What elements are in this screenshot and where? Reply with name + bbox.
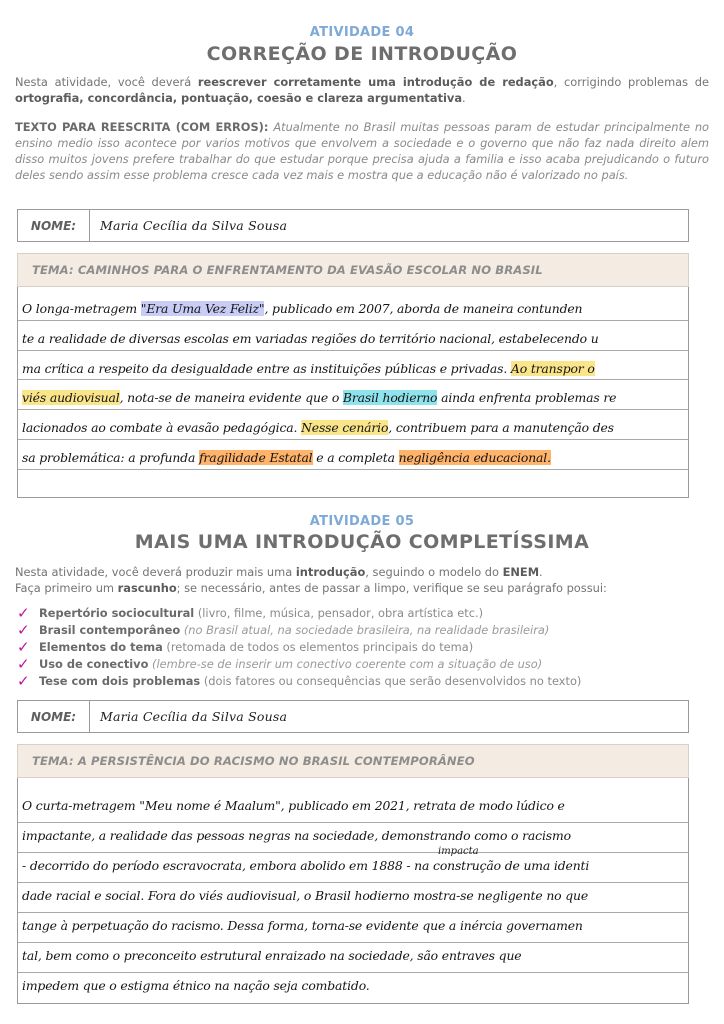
checklist-item: ✓ Brasil contemporâneo (no Brasil atual, na sociedade brasileira, na realidade brasileira)	[17, 621, 550, 639]
ruled-line	[18, 972, 688, 973]
activity-4-instructions: Nesta atividade, você deverá reescrever corretamente uma introdução de redação, corrigindo problemas de ortografia, concordância, pontuação, coesão e clareza argumentativa.	[15, 75, 709, 105]
check-icon: ✓	[17, 672, 30, 690]
highlight-thesis: negligência educacional.	[398, 450, 551, 465]
highlight-connective: viés audiovisual	[22, 390, 120, 405]
handwritten-line: dade racial e social. Fora do viés audiovisual, o Brasil hodierno mostra-se negligente no que	[22, 888, 589, 903]
handwritten-line: impedem que o estigma étnico na nação seja combatido.	[22, 978, 370, 993]
handwritten-line: viés audiovisual, nota-se de maneira evidente que o Brasil hodierno ainda enfrenta problemas re	[22, 390, 617, 405]
check-icon: ✓	[17, 604, 30, 622]
activity-4-title: CORREÇÃO DE INTRODUÇÃO	[206, 43, 518, 65]
activity-4-label: ATIVIDADE 04	[309, 25, 415, 40]
handwritten-line: lacionados ao combate à evasão pedagógica. Nesse cenário, contribuem para a manutenção des	[22, 420, 614, 435]
handwritten-line: impactante, a realidade das pessoas negras na sociedade, demonstrando como o racismo	[22, 828, 571, 843]
handwritten-line: tange à perpetuação do racismo. Dessa forma, torna-se evidente que a inércia governamen	[22, 918, 583, 933]
activity-5-title: MAIS UMA INTRODUÇÃO COMPLETÍSSIMA	[134, 531, 590, 553]
activity-5-instructions: Nesta atividade, você deverá produzir mais uma introdução, seguindo o modelo do ENEM. Faça primeiro um rascunho; se necessário, antes de passar a limpo, verifique se seu parágrafo possui:	[15, 565, 607, 595]
ruled-line	[18, 409, 688, 410]
rewrite-text	[15, 119, 709, 183]
ruled-line	[18, 469, 688, 470]
writing-area-1[interactable]	[17, 287, 689, 498]
rewrite-label: TEXTO PARA REESCRITA (COM ERROS):	[15, 120, 269, 134]
handwritten-line: te a realidade de diversas escolas em variadas regiões do território nacional, estabelecendo u	[22, 331, 599, 346]
checklist-item: ✓ Uso de conectivo (lembre-se de inserir um conectivo coerente com a situação de uso)	[17, 655, 543, 673]
handwritten-line: sa problemática: a profunda fragilidade Estatal e a completa negligência educacional.	[22, 450, 551, 465]
insertion-note: impacta	[438, 846, 479, 857]
check-icon: ✓	[17, 621, 30, 639]
checklist-item: ✓ Tese com dois problemas (dois fatores ou consequências que serão desenvolvidos no texto)	[17, 672, 582, 690]
theme-banner-1: TEMA: CAMINHOS PARA O ENFRENTAMENTO DA EVASÃO ESCOLAR NO BRASIL	[17, 253, 689, 287]
name-label: NOME:	[18, 701, 90, 732]
highlight-repertoire: "Era Uma Vez Feliz"	[140, 301, 265, 316]
ruled-line	[18, 350, 688, 351]
name-label: NOME:	[18, 210, 90, 241]
highlight-connective: Ao transpor o	[510, 361, 595, 376]
ruled-line	[18, 912, 688, 913]
name-value[interactable]: Maria Cecília da Silva Sousa	[100, 218, 288, 233]
ruled-line	[18, 822, 688, 823]
checklist-item: ✓ Elementos do tema (retomada de todos os elementos principais do tema)	[17, 638, 474, 656]
rewrite-body: Atualmente no Brasil muitas pessoas param de estudar principalmente no ensino medio isso acontece por varios motivos que envolvem a sociedade e o governo que não faz nada direito alem disso muitos jovens prefere trabalhar do que estudar porque precisa ajuda a familia e isso acaba prejudicando o futuro deles sendo assim esse problema cresce cada vez mais e mostra que a educação não é valorizado no país.	[15, 120, 710, 182]
ruled-line	[18, 320, 688, 321]
handwritten-line: ma crítica a respeito da desigualdade entre as instituições públicas e privadas. Ao transpor o	[22, 361, 595, 376]
theme-banner-2: TEMA: A PERSISTÊNCIA DO RACISMO NO BRASIL CONTEMPORÂNEO	[17, 744, 689, 778]
highlight-connective: Nesse cenário	[301, 420, 389, 435]
name-box-2	[17, 700, 689, 733]
writing-area-2[interactable]	[17, 778, 689, 1004]
name-box-1	[17, 209, 689, 242]
highlight-thesis: fragilidade Estatal	[199, 450, 313, 465]
highlight-brasil-contemporaneo: Brasil hodierno	[342, 390, 438, 405]
check-icon: ✓	[17, 655, 30, 673]
name-value[interactable]: Maria Cecília da Silva Sousa	[100, 709, 288, 724]
checklist	[17, 606, 707, 691]
activity-5-label: ATIVIDADE 05	[309, 514, 415, 529]
ruled-line	[18, 379, 688, 380]
check-icon: ✓	[17, 638, 30, 656]
handwritten-line: tal, bem como o preconceito estrutural enraizado na sociedade, são entraves que	[22, 948, 522, 963]
ruled-line	[18, 439, 688, 440]
ruled-line	[18, 852, 688, 853]
ruled-line	[18, 942, 688, 943]
handwritten-line: O curta-metragem "Meu nome é Maalum", publicado em 2021, retrata de modo lúdico e	[22, 798, 565, 813]
handwritten-line: O longa-metragem "Era Uma Vez Feliz", publicado em 2007, aborda de maneira contunden	[22, 301, 583, 316]
handwritten-line: - decorrido do período escravocrata, embora abolido em 1888 - na construção de uma identi	[22, 858, 590, 873]
checklist-item: ✓ Repertório sociocultural (livro, filme, música, pensador, obra artística etc.)	[17, 604, 484, 622]
ruled-line	[18, 882, 688, 883]
